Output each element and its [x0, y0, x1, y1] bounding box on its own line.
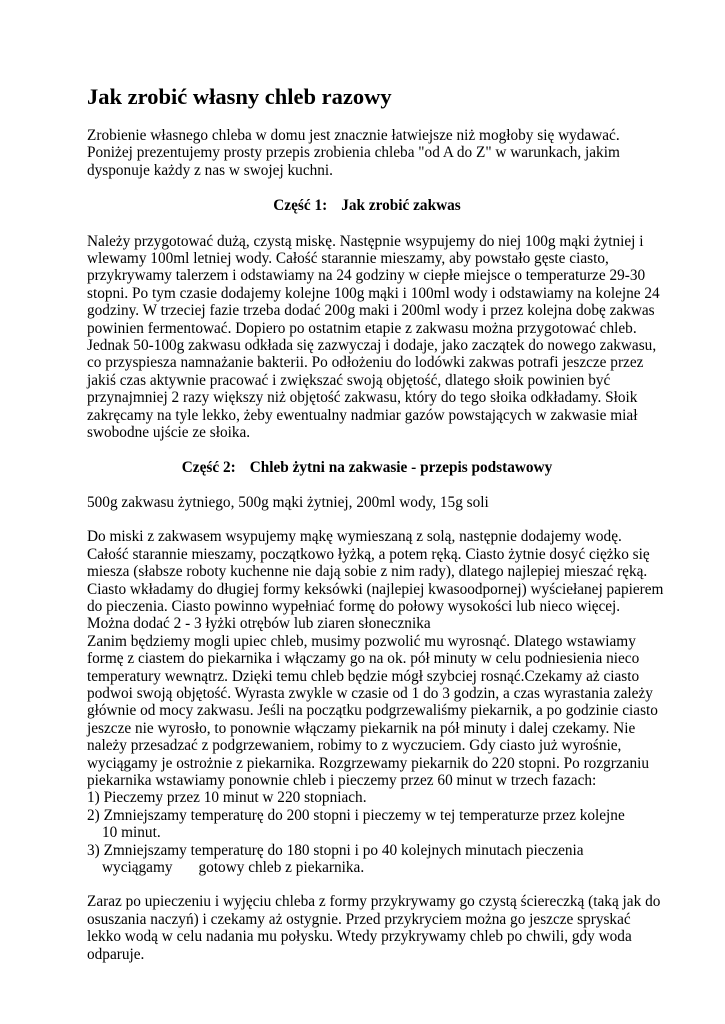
part2-line: Ciasto wkładamy do długiej formy keksówki (najlepiej kwasoodpornej) wyściełanej papierem [87, 580, 664, 598]
section-title: Chleb żytni na zakwasie - przepis podstawowy [249, 458, 553, 476]
document-page [87, 84, 664, 963]
part1-line: wlewamy 100ml letniej wody. Całość starannie mieszamy, aby powstało gęste ciasto, [87, 250, 609, 268]
part2-line: piekarnika wstawiamy ponownie chleb i pieczemy przez 60 minut w trzech fazach: [87, 772, 597, 789]
step-text: 3) Zmniejszamy temperaturę do 180 stopni i po 40 kolejnych minutach pieczenia [87, 841, 584, 859]
part1-line: Jednak 50-100g zakwasu odkłada się zazwyczaj i dodaje, jako zaczątek do nowego zakwasu, [87, 337, 657, 355]
intro-line: Zrobienie własnego chleba w domu jest znacznie łatwiejsze niż mogłoby się wydawać. [87, 127, 620, 144]
part1-line: godziny. W trzeciej fazie trzeba dodać 200g maki i 200ml wody i przez kolejna dobę zakwas [87, 302, 655, 320]
step-text-part: wyciągamy [102, 859, 173, 877]
final-line: odparuje. [87, 945, 145, 963]
part2-instructions [87, 528, 664, 877]
part1-line: Należy przygotować dużą, czystą miskę. Następnie wsypujemy do niej 100g mąki żytniej i [87, 232, 644, 250]
section-heading-part1 [87, 197, 647, 214]
step-text-continued: 10 minut. [102, 824, 161, 842]
part2-line: Całość starannie mieszamy, początkowo łyżką, a potem ręką. Ciasto żytnie dosyć ciężko się [87, 545, 650, 563]
list-item [87, 807, 647, 842]
part2-line: należy przesadzać z podgrzewaniem, robimy to z wyczuciem. Gdy ciasto już wyrośnie, [87, 737, 622, 755]
part1-line: zakręcamy na tyle lekko, żeby ewentualny nadmiar gazów powstających w zakwasie miał [87, 406, 638, 424]
section-label: Część 2: [181, 458, 236, 476]
part2-line: podwoi swoją objętość. Wyrasta zwykle w czasie od 1 do 3 godzin, a czas wyrastania zależy [87, 684, 653, 702]
part1-line: przykrywamy talerzem i odstawiamy na 24 godziny w ciepłe miejsce o temperaturze 29-30 [87, 267, 646, 285]
part2-line: jeszcze nie wyrosło, to ponownie włączamy piekarnik na pół minuty i dalej czekamy. Nie [87, 719, 636, 737]
part1-paragraph [87, 232, 660, 442]
part1-line: przynajmniej 2 razy większy niż objętość zakwasu, który do tego słoika odkładamy. Słoik [87, 389, 638, 407]
ingredients-line: 500g zakwasu żytniego, 500g mąki żytniej, 200ml wody, 15g soli [87, 493, 489, 511]
part1-line: co przyspiesza namnażanie bakterii. Po odłożeniu do lodówki zakwas potrafi jeszcze przez [87, 354, 644, 372]
part2-tip: Można dodać 2 - 3 łyżki otrębów lub ziaren słonecznika [87, 615, 431, 633]
step-text-part: gotowy chleb z piekarnika. [198, 859, 365, 877]
part2-line: miesza (słabsze roboty kuchenne nie dają sobie z nim rady), dlatego najlepiej mieszać ręką. [87, 563, 648, 581]
part2-line: formę z ciastem do piekarnika i włączamy go na ok. pół minuty w celu podniesienia nieco [87, 650, 640, 668]
list-item [87, 789, 647, 806]
part2-line: do pieczenia. Ciasto powinno wypełniać formę do połowy wysokości lub nieco więcej. [87, 597, 621, 615]
part2-line: Zanim będziemy mogli upiec chleb, musimy pozwolić mu wyrosnąć. Dlatego wstawiamy [87, 632, 636, 650]
intro-line: dysponuje każdy z nas w swojej kuchni. [87, 161, 333, 179]
section-title: Jak zrobić zakwas [341, 197, 461, 215]
final-line: lekko wodą w celu nadania mu połysku. Wtedy przykrywamy chleb po chwili, gdy woda [87, 928, 632, 946]
final-line: Zaraz po upieczeniu i wyjęciu chleba z formy przykrywamy go czystą ściereczką (taką jak do [87, 893, 661, 911]
part1-line: stopni. Po tym czasie dodajemy kolejne 100g mąki i 100ml wody i odstawiamy na kolejne 24 [87, 284, 660, 302]
step-text: 1) Pieczemy przez 10 minut w 220 stopniach. [87, 789, 367, 807]
part2-line: Do miski z zakwasem wsypujemy mąkę wymieszaną z solą, następnie dodajemy wodę. [87, 528, 622, 546]
step-text: 2) Zmniejszamy temperaturę do 200 stopni i pieczemy w tej temperaturze przez kolejne [87, 806, 625, 824]
part2-line: głównie od mocy zakwasu. Jeśli na początku podgrzewaliśmy piekarnik, a po godzinie ciasto [87, 702, 658, 720]
section-label: Część 1: [273, 197, 328, 215]
baking-steps-list [87, 789, 647, 876]
section-heading-part2 [87, 459, 647, 476]
part1-line: powinien fermentować. Dopiero po ostatnim etapie z zakwasu można przygotować chleb. [87, 319, 637, 337]
part2-line: wyciągamy je ostrożnie z piekarnika. Rozgrzewamy piekarnik do 220 stopni. Po rozgrzaniu [87, 754, 649, 772]
part2-line: temperatury wewnątrz. Dzięki temu chleb będzie mógł szybciej rosnąć.Czekamy aż ciasto [87, 667, 640, 685]
intro-line: Poniżej prezentujemy prosty przepis zrobienia chleba "od A do Z" w warunkach, jakim [87, 144, 620, 162]
final-line: osuszania naczyń) i czekamy aż ostygnie. Przed przykryciem można go jeszcze spryskać [87, 910, 631, 928]
page-title: Jak zrobić własny chleb razowy [87, 84, 392, 109]
intro-paragraph [87, 127, 647, 179]
list-item [87, 842, 647, 877]
part1-line: jakiś czas aktywnie pracować i zwiększać swoją objętość, dlatego słoik powinien być [87, 371, 611, 389]
final-paragraph [87, 893, 661, 963]
step-text-continued [87, 859, 647, 876]
part1-line: swobodne ujście ze słoika. [87, 424, 251, 442]
